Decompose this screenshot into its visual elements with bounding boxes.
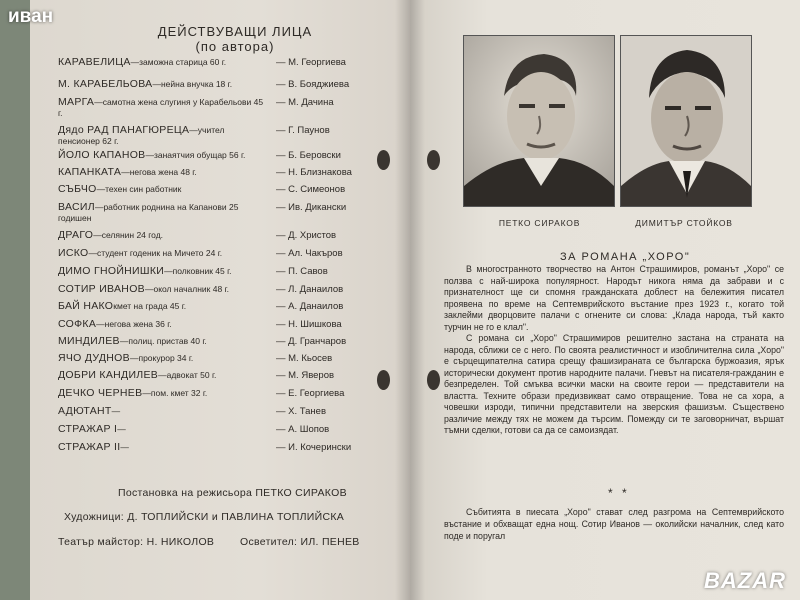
cast-actor: — И. Кочерински [276, 442, 352, 453]
cast-role-name: СТРАЖАР I [58, 423, 118, 435]
cast-role-desc: —нейна внучка 18 г. [152, 79, 233, 89]
cast-role-desc: — [111, 406, 121, 416]
portrait-caption-2: ДИМИТЪР СТОЙКОВ [635, 218, 733, 228]
article-separator: * * [608, 486, 630, 500]
cast-role [58, 167, 268, 178]
cast-role [58, 57, 268, 68]
cast-role-desc: —негова жена 48 г. [121, 167, 197, 177]
cast-role [58, 301, 268, 312]
cast-role [58, 319, 268, 330]
cast-actor: — Д. Христов [276, 230, 337, 241]
portrait-photo-1 [464, 36, 614, 206]
credit-stage-master: Театър майстор: Н. НИКОЛОВ [58, 536, 215, 548]
cast-actor: — Н. Близнакова [276, 167, 352, 178]
credit-director: Постановка на режисьора ПЕТКО СИРАКОВ [118, 487, 347, 499]
cast-role-name: МИНДИЛЕВ [58, 335, 120, 347]
cast-actor: — Г. Паунов [276, 125, 330, 136]
portrait-caption-1: ПЕТКО СИРАКОВ [498, 218, 581, 228]
cast-actor: — Ив. Дикански [276, 202, 347, 213]
cast-role-name: АДЮТАНТ [58, 405, 112, 417]
cast-role-name: ВАСИЛ [58, 201, 95, 213]
cast-role-desc: —окол началник 48 г. [144, 284, 229, 294]
cast-actor: — Л. Данаилов [276, 284, 344, 295]
cast-title: ДЕЙСТВУВАЩИ ЛИЦА [157, 24, 313, 39]
cast-actor: — А. Данаилов [276, 301, 344, 312]
cast-actor: — М. Дачина [276, 97, 334, 108]
article-body-2 [444, 506, 784, 542]
cast-role-name: КАРАВЕЛИЦА [58, 56, 131, 68]
cast-role-desc: —негова жена 36 г. [96, 319, 172, 329]
cast-role-name: ИСКО [58, 247, 89, 259]
binding-hole-bottom [377, 370, 390, 390]
cast-role-desc: —занаятчия обущар 56 г. [145, 150, 246, 160]
cast-actor: — Н. Шишкова [276, 319, 342, 330]
cast-actor: — Б. Беровски [276, 150, 341, 161]
cast-role-name: СОТИР ИВАНОВ [58, 283, 145, 295]
cast-role [58, 202, 268, 224]
cast-actor: — А. Шопов [276, 424, 330, 435]
cast-actor: — Х. Танев [276, 406, 326, 417]
cast-role [58, 284, 268, 295]
cast-actor: — М. Кьосев [276, 353, 333, 364]
cast-role [58, 266, 268, 277]
cast-actor: — Е. Георгиева [276, 388, 345, 399]
cast-role-desc: —селянин 24 год. [93, 230, 164, 240]
cast-heading [150, 24, 320, 54]
cast-role-name: КАПАНКАТА [58, 166, 122, 178]
cast-role [58, 353, 268, 364]
cast-role-desc: —полковник 45 г. [164, 266, 232, 276]
cast-role [58, 184, 268, 195]
cast-role-name: СОФКА [58, 318, 97, 330]
cast-actor: — М. Яверов [276, 370, 335, 381]
cast-role-desc: —самотна жена слугиня у Карабельови 45 г. [58, 97, 264, 118]
portrait-dimitar-stoykov [620, 35, 752, 207]
cast-actor: — С. Симеонов [276, 184, 346, 195]
cast-role-name: БАЙ НАКО [58, 300, 114, 312]
cast-role [58, 388, 268, 399]
cast-role-desc: —пом. кмет 32 г. [142, 388, 208, 398]
binding-hole-bottom-right [427, 370, 440, 390]
binding-hole-top [377, 150, 390, 170]
cast-role [58, 406, 268, 417]
article-paragraph-1: В многостранното творчество на Антон Страшимиров, романът „Хоро" се ползва с най-широка популярност. Народът никога няма да забрави и с признателност ще си спомня гражданската доблест на бележития писател проявена по време на Септемврийското въстание през 1923 г., когато той заклейми дворцовите палачи с огнените си слова: „Клада народа, тъй както турчин не го е клал". [444, 264, 784, 332]
binding-hole-top-right [427, 150, 440, 170]
cast-actor: — Д. Гранчаров [276, 336, 347, 347]
cast-role [58, 230, 268, 241]
cast-role [58, 248, 268, 259]
cast-role-name: СЪБЧО [58, 183, 97, 195]
credit-artists: Художници: Д. ТОПЛИЙСКИ и ПАВЛИНА ТОПЛИЙСКА [64, 511, 345, 523]
cast-role [58, 442, 268, 453]
watermark-bottom-right: BAZAR [704, 568, 786, 593]
portrait-photo-2 [621, 36, 751, 206]
cast-role [58, 370, 268, 381]
cast-role-name: ДОБРИ КАНДИЛЕВ [58, 369, 159, 381]
cast-role [58, 97, 268, 119]
cast-role-name: М. КАРАБЕЛЬОВА [58, 78, 153, 90]
cast-role-desc: —работник роднина на Капанови 25 годишен [58, 202, 239, 223]
cast-role-name: ЯЧО ДУДНОВ [58, 352, 130, 364]
cast-role-name: ДИМО ГНОЙНИШКИ [58, 265, 165, 277]
cast-role [58, 150, 268, 161]
cast-actor: — В. Бояджиева [276, 79, 350, 90]
cast-role-name: ДРАГО [58, 229, 94, 241]
cast-role-name: ДЕЧКО ЧЕРНЕВ [58, 387, 143, 399]
cast-role-desc: —учител пенсионер 62 г. [58, 125, 225, 146]
cast-role-desc: —адвокат 50 г. [158, 370, 217, 380]
cast-role-desc: —техен син работник [96, 184, 182, 194]
credit-lighting: Осветител: ИЛ. ПЕНЕВ [240, 536, 360, 548]
article-body [444, 264, 784, 437]
article-paragraph-3: Събитията в пиесата „Хоро" стават след разгрома на Септемврийското въстание и обхващат една нощ. Сотир Иванов — околийски началник, след като поде и поругал [444, 507, 784, 541]
cast-subtitle: (по автора) [195, 39, 275, 54]
cast-role-desc: —прокурор 34 г. [129, 353, 194, 363]
cast-role-desc: — [117, 424, 126, 434]
cast-role [58, 125, 268, 147]
spine-shadow [395, 0, 425, 600]
cast-role-desc: —студент годеник на Мичето 24 г. [88, 248, 223, 258]
cast-role [58, 79, 268, 90]
article-paragraph-2: С романа си „Хоро" Страшимиров решително застана на страната на народа, сближи се с него. По своята реалистичност и изобличителна сила „Хоро" е сърцещипателна сатира срещу фашизираната се българска буржоазия, ярък исторически документ против народните палачи. Гневът на писателя-гражданин е безпределен. Той смъква всички маски на своите герои — представители на властта. Техните образи предизвикват само отвращение. Това не са хора, а човешки изроди, типични представители на зверския фашизъм. Съществено различие между тях не можем да търсим. Помежду си те заговорничат, вършат тъмни сделки, готови са да се самоизядат. [444, 333, 784, 435]
cast-role-name: Дядо РАД ПАНАГЮРЕЦА [58, 124, 190, 136]
cast-role [58, 424, 268, 435]
cast-role-desc: —заможна старица 60 г. [130, 57, 227, 67]
cast-role-name: СТРАЖАР II [58, 441, 121, 453]
watermark-top-left: иван [8, 6, 54, 27]
cast-role-desc: — [120, 442, 129, 452]
cast-actor: — Ал. Чакъров [276, 248, 343, 259]
article-title: ЗА РОМАНА „ХОРО" [560, 251, 691, 263]
cast-actor: — П. Савов [276, 266, 328, 277]
cast-role-desc: кмет на града 45 г. [113, 301, 187, 311]
portrait-petko-sirakov [463, 35, 615, 207]
cast-role-name: ЙОЛО КАПАНОВ [58, 149, 146, 161]
cast-role-desc: —полиц. пристав 40 г. [119, 336, 207, 346]
cast-role-name: МАРГА [58, 96, 95, 108]
cast-role [58, 336, 268, 347]
cast-actor: — М. Георгиева [276, 57, 346, 68]
